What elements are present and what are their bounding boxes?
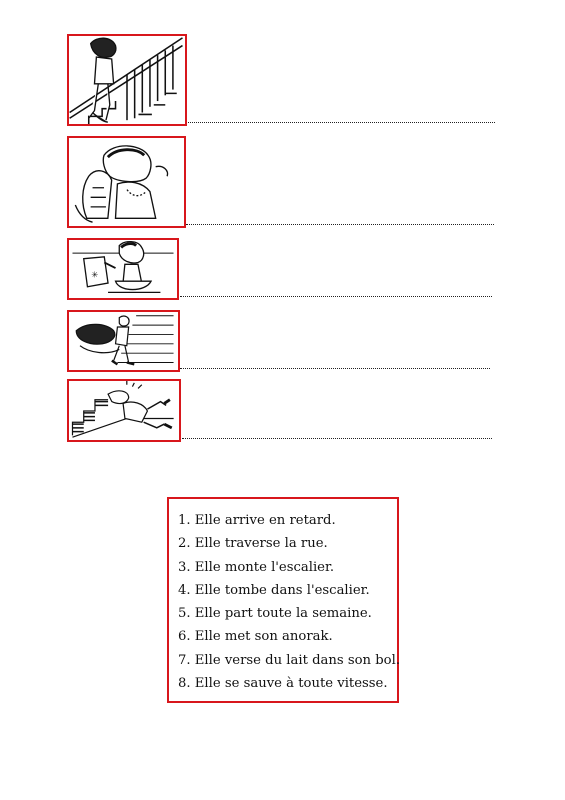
picture-frame-1 bbox=[67, 34, 187, 126]
picture-frame-3 bbox=[67, 238, 179, 300]
picture-frame-4 bbox=[67, 310, 180, 372]
sentence-item-6: 6. Elle met son anorak. bbox=[178, 629, 333, 645]
answer-line-4[interactable] bbox=[180, 368, 490, 369]
sentence-item-8: 8. Elle se sauve à toute vitesse. bbox=[178, 676, 388, 692]
sentence-item-4: 4. Elle tombe dans l'escalier. bbox=[178, 582, 370, 598]
sentence-item-7: 7. Elle verse du lait dans son bol. bbox=[178, 652, 401, 668]
leaving-image bbox=[69, 312, 178, 370]
sentence-item-2: 2. Elle traverse la rue. bbox=[178, 536, 328, 552]
sentence-item-1: 1. Elle arrive en retard. bbox=[178, 513, 336, 528]
pouring-milk-image bbox=[69, 240, 177, 298]
picture-frame-5 bbox=[67, 379, 181, 442]
svg-text:✳: ✳ bbox=[91, 269, 99, 280]
sentence-item-3: 3. Elle monte l'escalier. bbox=[178, 559, 335, 575]
sentence-list bbox=[178, 509, 400, 695]
stairs-climbing-image bbox=[69, 36, 185, 124]
falling-stairs-image bbox=[69, 381, 179, 440]
answer-line-5[interactable] bbox=[182, 438, 492, 439]
anorak-image bbox=[69, 138, 184, 226]
answer-line-2[interactable] bbox=[186, 224, 494, 225]
sentence-item-5: 5. Elle part toute la semaine. bbox=[178, 606, 372, 622]
sentence-list-box bbox=[167, 497, 399, 703]
answer-line-1[interactable] bbox=[188, 122, 495, 123]
answer-line-3[interactable] bbox=[180, 296, 492, 297]
picture-frame-2 bbox=[67, 136, 186, 228]
